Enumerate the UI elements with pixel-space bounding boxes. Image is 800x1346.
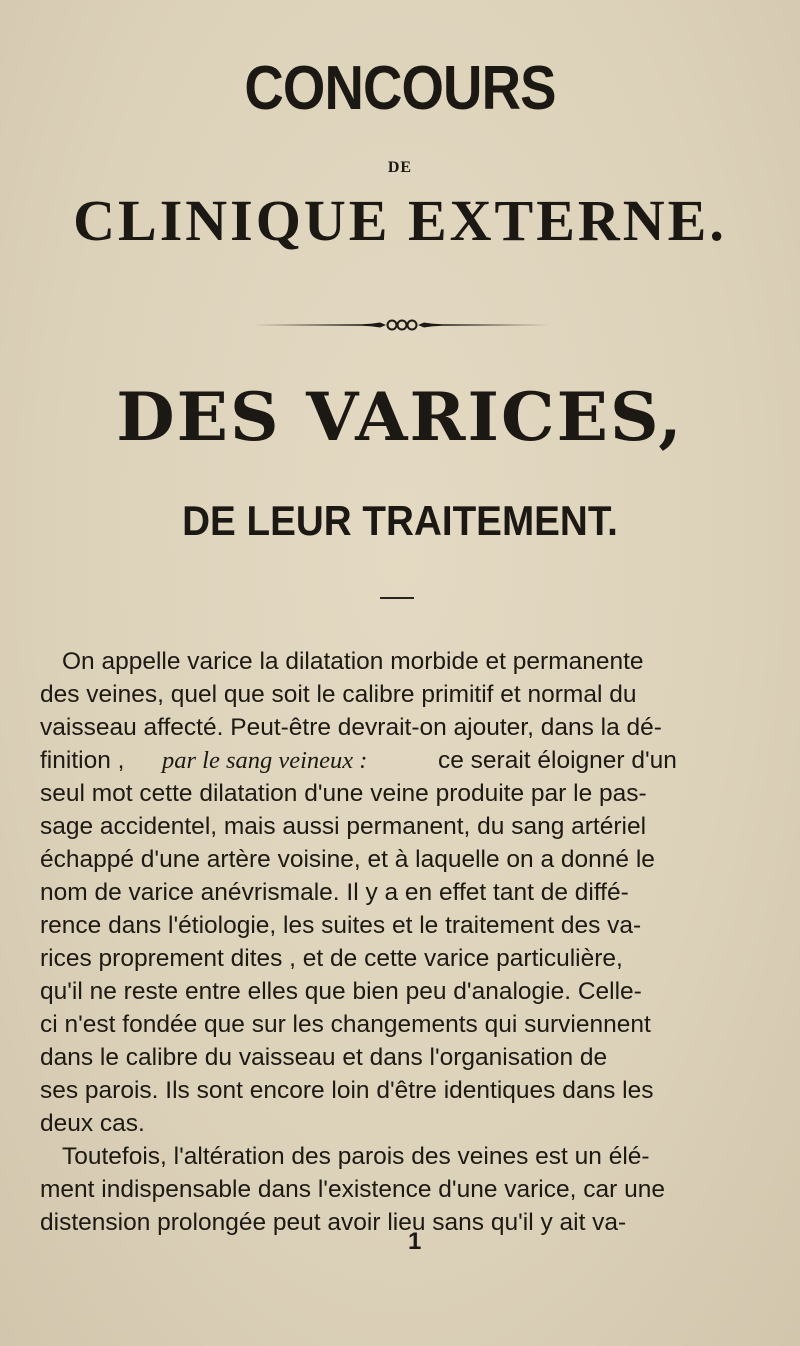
- emphasis-par-le-sang-veineux: par le sang veineux :: [162, 747, 368, 774]
- subtitle-des-varices: DES VARICES,: [116, 378, 684, 456]
- title-clinique-externe: CLINIQUE EXTERNE.: [73, 188, 727, 253]
- section-divider: [380, 597, 414, 599]
- subtitle-de-leur-traitement: DE LEUR TRAITEMENT.: [182, 497, 618, 544]
- page-number: 1: [408, 1228, 422, 1255]
- ornamental-rule-icon: [252, 314, 550, 336]
- book-page: CONCOURS DE CLINIQUE EXTERNE. DES VARICES, DE LEUR TRAITEMENT. On appelle varice la dilatation morbide et permanente des veines, quel que soit le calibre primitif et normal du vaisseau affecté. Peut-être devrait-on ajouter, dans la dé- finition , par le sang veineux : ce serait éloigner d'un seul mot cette dilatation d'une veine produite par le pas- sage accidentel, mais aussi permanent, du sang artériel échappé d'une artère voisine, et à laquelle on a donné le nom de varice anévrismale. Il y a en effet tant de diffé- rence dans l'étiologie, les suites et le traitement des va- rices proprement dites , et de cette varice particulière, qu'il ne reste entre elles que bien peu d'analogie. Celle- ci n'est fondée que sur les changements qui surviennent dans le calibre du vaisseau et dans l'organisation de ses parois. Ils sont encore loin d'être identiques dans les deux cas. Toutefois, l'altération des parois des veines est un élé- ment indispensable dans l'existence d'une varice, car une distension prolongée peut avoir lieu sans qu'il y ait va- 1: [0, 0, 800, 1346]
- title-concours: CONCOURS: [244, 54, 556, 123]
- title-de: DE: [387, 159, 413, 176]
